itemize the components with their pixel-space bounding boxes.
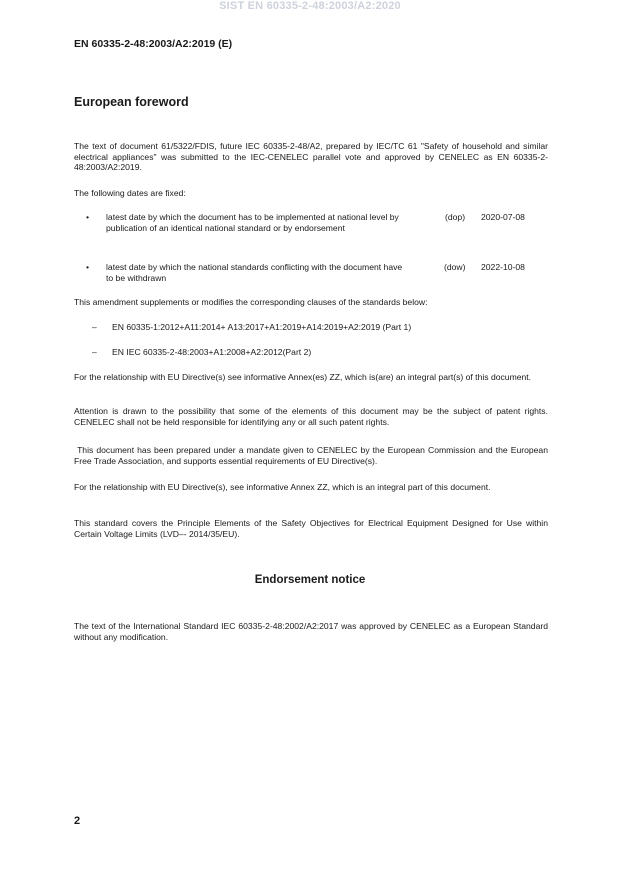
watermark: SIST EN 60335-2-48:2003/A2:2020 (219, 0, 401, 12)
standard-item: EN 60335-1:2012+A11:2014+ A13:2017+A1:2019+A14:2019+A2:2019 (Part 1) (112, 322, 412, 332)
document-id: EN 60335-2-48:2003/A2:2019 (E) (74, 38, 233, 50)
date-item-date: 2022-10-08 (481, 262, 525, 272)
paragraph-annex-zz: For the relationship with EU Directive(s), see informative Annex ZZ, which is an integral part of this document. (74, 482, 491, 492)
date-item-date: 2020-07-08 (481, 212, 525, 222)
date-item-text: latest date by which the document has to be implemented at national level by publication of an identical national standard or by endorsement (106, 212, 399, 233)
bullet-icon: • (86, 262, 90, 272)
date-item-code: (dow) (444, 262, 466, 272)
bullet-icon: • (86, 212, 90, 222)
endorsement-heading: Endorsement notice (254, 574, 366, 586)
page-number: 2 (74, 815, 81, 827)
paragraph-patent: Attention is drawn to the possibility that some of the elements of this document may be the subject of patent rights. CENELEC shall not be held responsible for identifying any or all such patent rights. (74, 406, 548, 427)
date-item-code: (dop) (445, 212, 466, 222)
standard-item: EN IEC 60335-2-48:2003+A1:2008+A2:2012(Part 2) (112, 347, 312, 357)
endorsement-text: The text of the International Standard IEC 60335-2-48:2002/A2:2017 was approved by CENELEC as a European Standard without any modification. (74, 621, 548, 642)
date-item-text: latest date by which the national standards conflicting with the document have to be withdrawn (106, 262, 403, 283)
paragraph-mandate: This document has been prepared under a mandate given to CENELEC by the European Commission and the European Free Trade Association, and supports essential requirements of EU Directive(s). (74, 445, 551, 466)
dash-icon: – (92, 322, 97, 332)
supplement-intro: This amendment supplements or modifies the corresponding clauses of the standards below: (74, 297, 428, 307)
paragraph-lvd: This standard covers the Principle Elements of the Safety Objectives for Electrical Equipment Designed for Use within Certain Voltage Limits (LVD–- 2014/35/EU). (74, 518, 548, 539)
foreword-intro: The text of document 61/5322/FDIS, future IEC 60335-2-48/A2, prepared by IEC/TC 61 "Safety of household and similar electrical appliances" was submitted to the IEC-CENELEC parallel vote and approved by CENELEC as EN 60335-2-48:2003/A2:2019. (74, 141, 548, 173)
paragraph-annex: For the relationship with EU Directive(s) see informative Annex(es) ZZ, which is(are) an integral part(s) of this document. (74, 372, 532, 382)
dates-intro: The following dates are fixed: (74, 188, 186, 198)
foreword-heading: European foreword (74, 95, 189, 109)
dash-icon: – (92, 347, 97, 357)
